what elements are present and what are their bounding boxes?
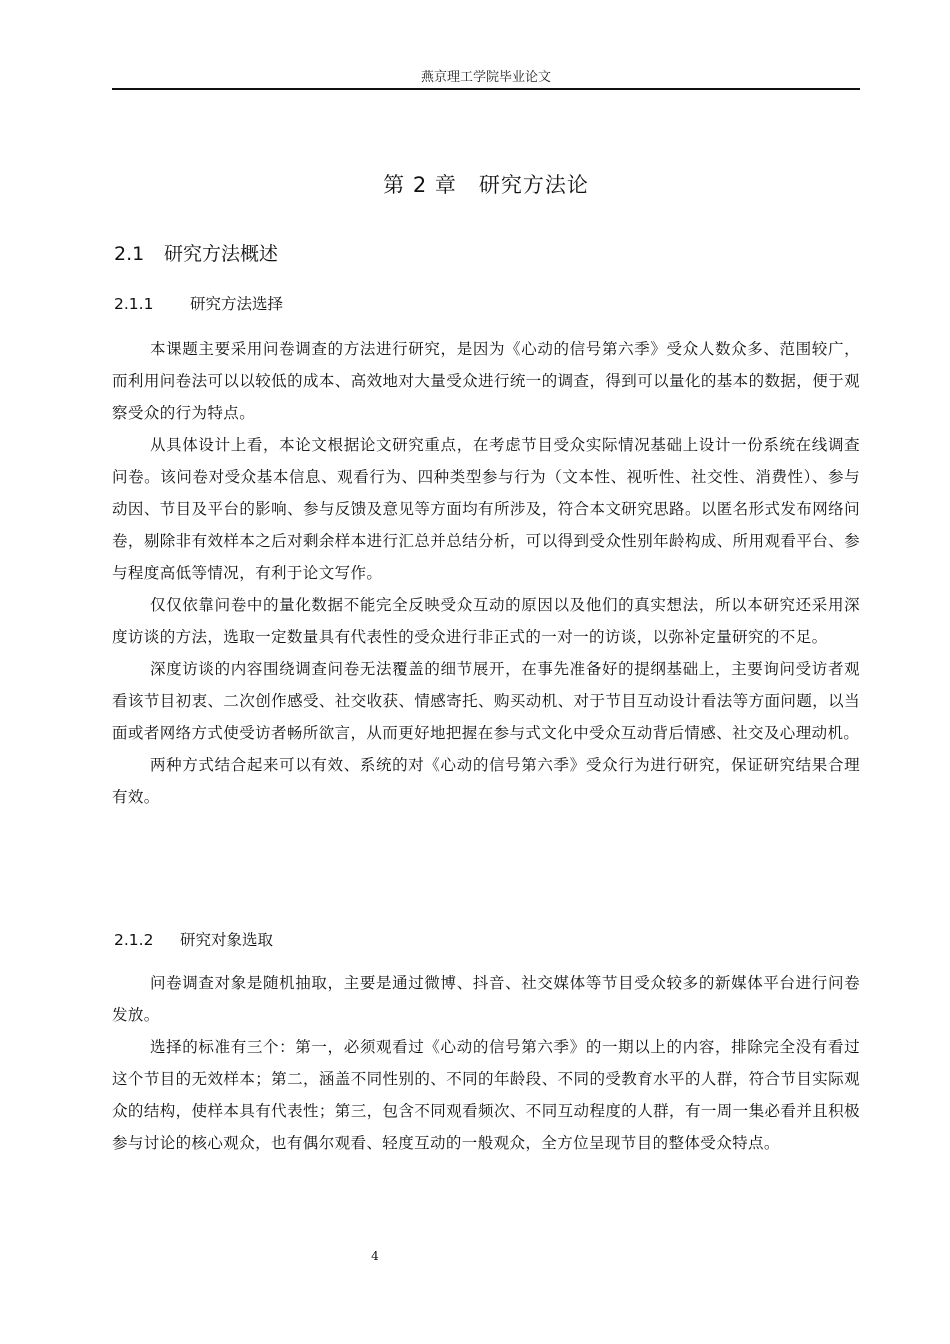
chapter-number: 第 2 章 — [383, 173, 457, 197]
section-heading-2-1 — [114, 240, 278, 268]
paragraph: 两种方式结合起来可以有效、系统的对《心动的信号第六季》受众行为进行研究，保证研究结果合理有效。 — [112, 756, 860, 806]
section-2-1-2-body — [112, 967, 860, 1159]
subsection-heading-2-1-2 — [114, 928, 273, 952]
paragraph: 仅仅依靠问卷中的量化数据不能完全反映受众互动的原因以及他们的真实想法，所以本研究还采用深度访谈的方法，选取一定数量具有代表性的受众进行非正式的一对一的访谈，以弥补定量研究的不足。 — [112, 596, 860, 646]
paragraph: 问卷调查对象是随机抽取，主要是通过微博、抖音、社交媒体等节目受众较多的新媒体平台进行问卷发放。 — [112, 974, 860, 1024]
paragraph: 本课题主要采用问卷调查的方法进行研究，是因为《心动的信号第六季》受众人数众多、范围较广，而利用问卷法可以以较低的成本、高效地对大量受众进行统一的调查，得到可以量化的基本的数据，便于观察受众的行为特点。 — [112, 340, 860, 422]
subsection-heading-2-1-1 — [114, 292, 283, 316]
paragraph: 选择的标准有三个：第一，必须观看过《心动的信号第六季》的一期以上的内容，排除完全没有看过这个节目的无效样本；第二，涵盖不同性别的、不同的年龄段、不同的受教育水平的人群，符合节目实际观众的结构，使样本具有代表性；第三，包含不同观看频次、不同互动程度的人群，有一周一集必看并且积极参与讨论的核心观众，也有偶尔观看、轻度互动的一般观众，全方位呈现节目的整体受众特点。 — [112, 1038, 860, 1152]
page-header: 燕京理工学院毕业论文 — [420, 70, 551, 85]
section-number: 2.1 — [114, 243, 145, 265]
chapter-title — [112, 170, 860, 200]
subsection-number: 2.1.1 — [114, 295, 154, 313]
page-number: 4 — [371, 1249, 379, 1263]
subsection-title: 研究对象选取 — [180, 931, 274, 949]
subsection-title: 研究方法选择 — [190, 295, 284, 313]
header-rule — [112, 88, 860, 90]
section-title: 研究方法概述 — [164, 243, 279, 265]
paragraph: 深度访谈的内容围绕调查问卷无法覆盖的细节展开，在事先准备好的提纲基础上，主要询问受访者观看该节目初衷、二次创作感受、社交收获、情感寄托、购买动机、对于节目互动设计看法等方面问题，以当面或者网络方式使受访者畅所欲言，从而更好地把握在参与式文化中受众互动背后情感、社交及心理动机。 — [112, 660, 860, 742]
chapter-name: 研究方法论 — [478, 173, 589, 197]
paragraph: 从具体设计上看，本论文根据论文研究重点，在考虑节目受众实际情况基础上设计一份系统在线调查问卷。该问卷对受众基本信息、观看行为、四种类型参与行为（文本性、视听性、社交性、消费性）、参与动因、节目及平台的影响、参与反馈及意见等方面均有所涉及，符合本文研究思路。以匿名形式发布网络问卷，剔除非有效样本之后对剩余样本进行汇总并总结分析，可以得到受众性别年龄构成、所用观看平台、参与程度高低等情况，有利于论文写作。 — [112, 436, 860, 582]
subsection-number: 2.1.2 — [114, 931, 154, 949]
section-2-1-1-body — [112, 333, 860, 813]
